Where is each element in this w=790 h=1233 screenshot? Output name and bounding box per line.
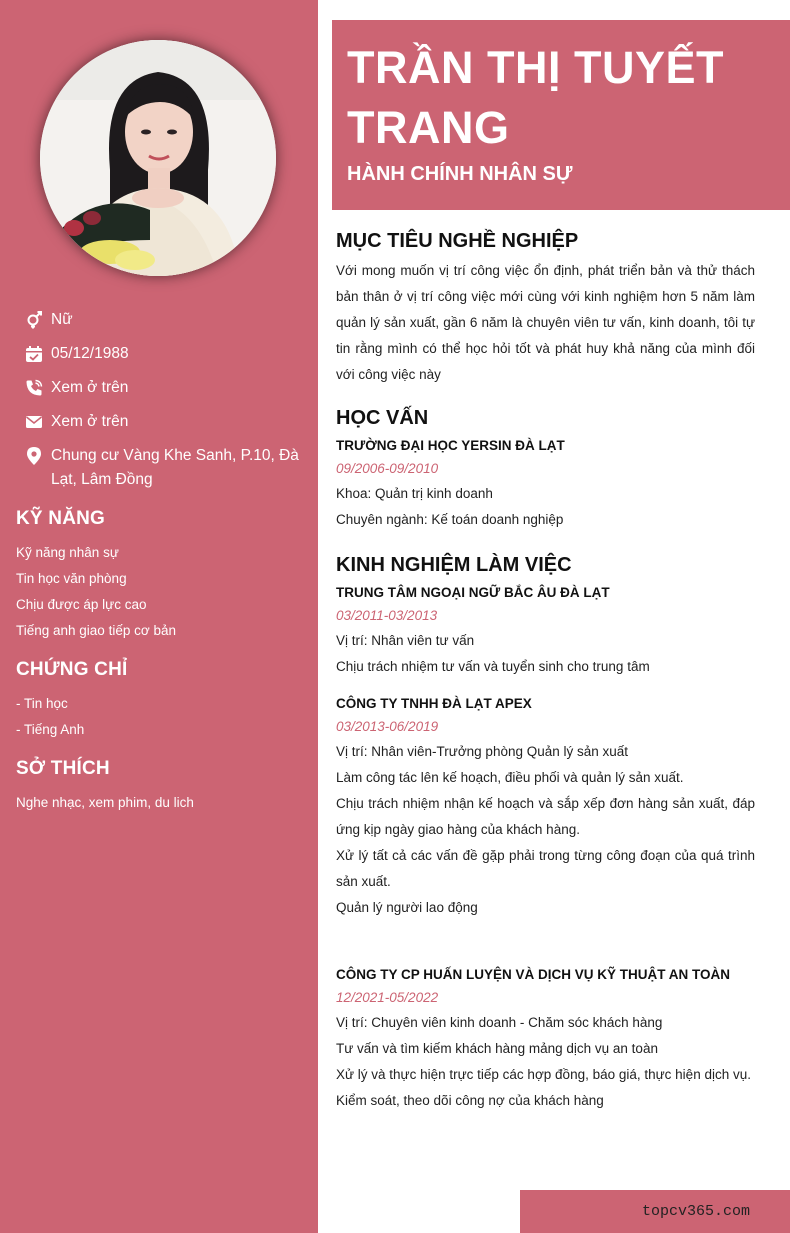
job-line: Chịu trách nhiệm tư vấn và tuyển sinh cho trung tâm (336, 659, 650, 674)
school-name: TRƯỜNG ĐẠI HỌC YERSIN ĐÀ LẠT (336, 438, 565, 453)
calendar-icon (24, 342, 44, 366)
contact-info (24, 308, 302, 502)
job-line: Vị trí: Nhân viên-Trưởng phòng Quản lý sản xuất (336, 744, 629, 759)
job-line: Xử lý và thực hiện trực tiếp các hợp đồng, báo giá, thực hiện dịch vụ. (336, 1067, 751, 1082)
objective-title: MỤC TIÊU NGHỀ NGHIỆP (336, 230, 579, 252)
footer-site[interactable]: topcv365.com (641, 1203, 750, 1220)
education-title: HỌC VẤN (336, 407, 429, 429)
birthday-text: 05/12/1988 (51, 345, 129, 362)
contact-address (24, 444, 302, 492)
experience-section (336, 552, 755, 1114)
hobbies-section (16, 758, 306, 816)
gender-icon (24, 308, 44, 332)
footer-bar (520, 1190, 790, 1233)
job-entry (336, 582, 755, 680)
skill-item: Chịu được áp lực cao (16, 597, 147, 612)
avatar (40, 40, 276, 276)
job-line: Tư vấn và tìm kiếm khách hàng mảng dịch vụ an toàn (336, 1041, 658, 1056)
gender-text: Nữ (51, 311, 73, 328)
skill-item: Tin học văn phòng (16, 571, 127, 586)
job-line: Chịu trách nhiệm nhận kế hoạch và sắp xếp đơn hàng sản xuất, đáp ứng kịp ngày giao hàng của khách hàng. (336, 796, 755, 837)
full-name: TRẦN THỊ TUYẾT TRANG (347, 42, 724, 153)
skill-item: Kỹ năng nhân sự (16, 545, 119, 560)
name-header (332, 20, 790, 210)
job-entry (336, 964, 755, 1114)
job-line: Kiểm soát, theo dõi công nợ của khách hàng (336, 1093, 604, 1108)
job-line: Quản lý người lao động (336, 900, 478, 915)
job-line: Làm công tác lên kế hoạch, điều phối và quản lý sản xuất. (336, 770, 684, 785)
contact-gender (24, 308, 302, 332)
envelope-icon (24, 410, 44, 434)
job-title: HÀNH CHÍNH NHÂN SỰ (347, 163, 573, 185)
job-line: Vị trí: Chuyên viên kinh doanh - Chăm sóc khách hàng (336, 1015, 663, 1030)
certificate-item: - Tiếng Anh (16, 722, 85, 737)
job-entry (336, 693, 755, 921)
hobbies-text: Nghe nhạc, xem phim, du lich (16, 795, 194, 810)
job-line: Xử lý tất cả các vấn đề gặp phải trong từng công đoạn của quá trình sản xuất. (336, 848, 755, 889)
skills-title: KỸ NĂNG (16, 508, 106, 529)
job-company: CÔNG TY CP HUẤN LUYỆN VÀ DỊCH VỤ KỸ THUẬT AN TOÀN (336, 967, 731, 982)
sidebar (0, 0, 318, 1233)
job-line: Vị trí: Nhân viên tư vấn (336, 633, 475, 648)
education-line: Chuyên ngành: Kế toán doanh nghiệp (336, 512, 564, 527)
education-line: Khoa: Quản trị kinh doanh (336, 486, 493, 501)
avatar-photo (40, 40, 276, 276)
education-section (336, 405, 755, 533)
job-period: 03/2011-03/2013 (336, 608, 438, 623)
objective-text: Với mong muốn vị trí công việc ổn định, phát triển bản và thử thách bản thân ở vị trí công việc mới cùng với kinh nghiệm hơn 5 năm làm quản lý sản xuất, gần 6 năm là chuyên viên tư vấn, kinh doanh, tôi tự tin rằng mình có thể học hỏi tốt và phát huy khả năng của mình đối với công việc này (336, 263, 755, 382)
education-period: 09/2006-09/2010 (336, 461, 439, 476)
job-company: TRUNG TÂM NGOẠI NGỮ BẮC ÂU ĐÀ LẠT (336, 585, 610, 600)
experience-title: KINH NGHIỆM LÀM VIỆC (336, 554, 572, 576)
skills-section (16, 508, 306, 644)
contact-phone (24, 376, 302, 400)
job-period: 12/2021-05/2022 (336, 990, 439, 1005)
job-company: CÔNG TY TNHH ĐÀ LẠT APEX (336, 696, 532, 711)
hobbies-title: SỞ THÍCH (16, 758, 110, 779)
email-text: Xem ở trên (51, 413, 129, 430)
certificates-title: CHỨNG CHỈ (16, 659, 128, 680)
address-text: Chung cư Vàng Khe Sanh, P.10, Đà Lạt, Lâm Đồng (51, 447, 299, 488)
phone-icon (24, 376, 44, 400)
skill-item: Tiếng anh giao tiếp cơ bản (16, 623, 176, 638)
location-pin-icon (24, 444, 44, 468)
certificate-item: - Tin học (16, 696, 68, 711)
objective-section (336, 228, 755, 388)
contact-email (24, 410, 302, 434)
contact-birthday (24, 342, 302, 366)
certificates-section (16, 659, 306, 743)
job-period: 03/2013-06/2019 (336, 719, 439, 734)
phone-text: Xem ở trên (51, 379, 129, 396)
